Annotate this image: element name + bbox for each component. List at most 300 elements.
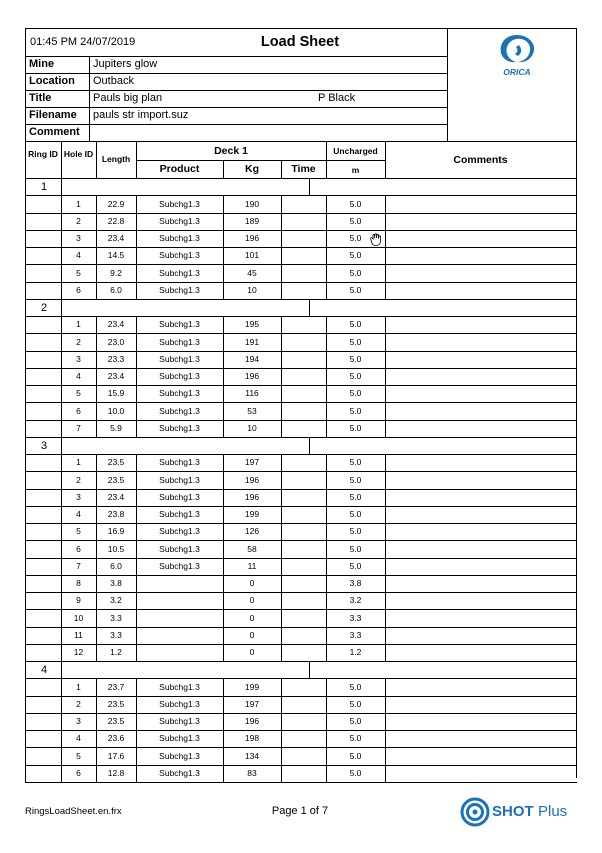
cell-hole-id: 5: [76, 388, 81, 398]
cell-hole-id: 11: [74, 630, 83, 640]
cell-length: 6.0: [110, 561, 122, 571]
cell-hole-id: 2: [76, 216, 81, 226]
shotplus-brand-bold: SHOT: [492, 803, 534, 820]
hand-cursor-icon: [368, 233, 384, 249]
cell-hole-id: 12: [73, 647, 84, 657]
col-length: Length: [101, 154, 131, 164]
cell-hole-id: 2: [76, 699, 81, 709]
rule-line: [385, 282, 386, 299]
cell-kg: 196: [244, 233, 260, 243]
rule-line: [25, 385, 26, 402]
col-uncharged-unit: m: [351, 165, 360, 175]
cell-uncharged: 5.0: [349, 337, 362, 347]
col-time: Time: [291, 163, 316, 175]
rule-line: [385, 592, 386, 609]
rule-line: [385, 696, 386, 713]
rule-line: [385, 523, 386, 540]
rule-line: [61, 178, 62, 195]
cell-uncharged: 5.0: [349, 250, 362, 260]
cell-length: 3.8: [110, 578, 122, 588]
cell-kg: 190: [244, 199, 260, 209]
cell-length: 16.9: [107, 526, 125, 536]
rule-line: [25, 592, 26, 609]
cell-product: Subchg1.3: [159, 699, 200, 709]
rule-line: [385, 575, 386, 592]
rule-line: [25, 523, 26, 540]
rule-line: [281, 627, 282, 644]
cell-product: [136, 644, 223, 661]
cell-length: 6.0: [110, 285, 122, 295]
rule-line: [281, 609, 282, 627]
rule-line: [25, 299, 577, 300]
rule-line: [25, 558, 26, 575]
rule-line: [281, 264, 282, 282]
cell-kg: 116: [245, 388, 259, 398]
field-extra-title: P Black: [318, 92, 356, 104]
rule-line: [447, 28, 448, 141]
shotplus-brand-light: Plus: [538, 803, 568, 820]
cell-uncharged: 5.0: [349, 354, 362, 364]
col-comments: Comments: [453, 154, 508, 166]
rule-line: [89, 56, 90, 141]
rule-line: [281, 592, 282, 609]
rule-line: [25, 661, 577, 662]
rule-line: [281, 730, 282, 747]
report-filename: RingsLoadSheet.en.frx: [25, 806, 122, 817]
cell-hole-id: 6: [76, 768, 81, 778]
ring-label: 2: [41, 301, 48, 314]
cell-hole-id: 4: [76, 509, 81, 519]
page-title: Load Sheet: [260, 34, 340, 50]
cell-product: Subchg1.3: [159, 250, 200, 260]
rule-line: [25, 213, 26, 230]
rule-line: [25, 747, 26, 765]
rule-line: [25, 437, 577, 438]
cell-length: 3.3: [110, 630, 122, 640]
rule-line: [281, 213, 282, 230]
rule-line: [281, 351, 282, 368]
cell-hole-id: 10: [73, 613, 84, 623]
cell-uncharged: 5.0: [349, 768, 362, 778]
rule-line: [385, 333, 386, 351]
cell-hole-id: 1: [76, 682, 81, 692]
ring-label: 3: [41, 439, 48, 452]
rule-line: [385, 385, 386, 402]
rule-line: [281, 713, 282, 730]
cell-length: 23.5: [107, 699, 125, 709]
rule-line: [385, 609, 386, 627]
field-value-filename: pauls str import.suz: [93, 109, 189, 121]
rule-line: [385, 264, 386, 282]
rule-line: [25, 782, 577, 783]
cell-hole-id: 3: [76, 233, 81, 243]
cell-length: 23.5: [107, 457, 125, 467]
cell-hole-id: 6: [76, 285, 81, 295]
rule-line: [281, 195, 282, 213]
cell-product: [136, 627, 223, 644]
rule-line: [25, 540, 26, 558]
cell-length: 23.4: [107, 371, 125, 381]
rule-line: [25, 351, 26, 368]
rule-line: [136, 160, 385, 161]
cell-hole-id: 1: [76, 199, 81, 209]
rule-line: [385, 195, 386, 213]
rule-line: [385, 678, 386, 696]
cell-product: Subchg1.3: [159, 561, 200, 571]
rule-line: [385, 454, 386, 471]
cell-length: 3.3: [110, 613, 122, 623]
rule-line: [25, 437, 26, 454]
field-label-title: Title: [29, 92, 52, 104]
cell-length: 10.5: [107, 544, 125, 554]
cell-uncharged: 5.0: [349, 406, 362, 416]
cell-product: Subchg1.3: [159, 733, 200, 743]
cell-uncharged: 5.0: [349, 733, 362, 743]
field-label-location: Location: [29, 75, 75, 87]
rule-line: [25, 141, 26, 178]
rule-line: [385, 230, 386, 247]
rule-line: [385, 316, 386, 333]
col-deck: Deck 1: [214, 145, 248, 157]
cell-length: 5.9: [110, 423, 122, 433]
cell-uncharged: 5.0: [349, 544, 362, 554]
cell-length: 22.9: [107, 199, 125, 209]
rule-line: [25, 489, 26, 506]
cell-uncharged: 3.2: [349, 595, 362, 605]
rule-line: [25, 713, 26, 730]
rule-line: [25, 368, 26, 385]
cell-kg: 10: [247, 285, 257, 295]
cell-length: 15.9: [107, 388, 125, 398]
col-hole-id: Hole ID: [63, 149, 94, 159]
rule-line: [281, 558, 282, 575]
rule-line: [309, 437, 310, 454]
orica-logo-text: ORICA: [503, 67, 531, 77]
cell-kg: 58: [247, 544, 257, 554]
rule-line: [25, 420, 26, 437]
rule-line: [385, 506, 386, 523]
cell-uncharged: 5.0: [349, 199, 362, 209]
rule-line: [25, 730, 26, 747]
cell-length: 9.2: [110, 268, 122, 278]
cell-uncharged: 5.0: [349, 423, 362, 433]
page-number: Page 1 of 7: [271, 805, 329, 817]
cell-hole-id: 2: [76, 475, 81, 485]
rule-line: [281, 765, 282, 782]
rule-line: [385, 489, 386, 506]
rule-line: [281, 575, 282, 592]
cell-product: Subchg1.3: [159, 371, 200, 381]
report-datetime: 01:45 PM 24/07/2019: [30, 36, 136, 48]
rule-line: [281, 454, 282, 471]
rule-line: [309, 299, 310, 316]
cell-product: Subchg1.3: [159, 475, 200, 485]
cell-length: 23.5: [107, 716, 125, 726]
rule-line: [61, 437, 62, 454]
cell-hole-id: 4: [76, 371, 81, 381]
field-label-mine: Mine: [29, 58, 55, 70]
rule-line: [25, 333, 26, 351]
rule-line: [25, 696, 26, 713]
rule-line: [309, 661, 310, 678]
cell-product: Subchg1.3: [159, 544, 200, 554]
rule-line: [385, 627, 386, 644]
rule-line: [385, 213, 386, 230]
cell-hole-id: 7: [76, 561, 81, 571]
col-ring-id: Ring ID: [28, 149, 58, 159]
cell-kg: 196: [244, 492, 260, 502]
col-uncharged: Uncharged: [333, 146, 378, 156]
rule-line: [25, 178, 577, 179]
cell-hole-id: 8: [76, 578, 81, 588]
cell-hole-id: 9: [76, 595, 81, 605]
cell-length: 1.2: [110, 647, 122, 657]
rule-line: [25, 195, 26, 213]
cell-kg: 53: [247, 406, 257, 416]
rule-line: [25, 402, 26, 420]
cell-hole-id: 7: [76, 423, 81, 433]
cell-product: [136, 609, 223, 627]
shotplus-logo-icon: [460, 797, 490, 827]
rule-line: [281, 678, 282, 696]
cell-uncharged: 3.3: [349, 613, 362, 623]
cell-product: Subchg1.3: [159, 388, 200, 398]
cell-product: Subchg1.3: [159, 216, 200, 226]
cell-product: Subchg1.3: [159, 716, 200, 726]
cell-product: Subchg1.3: [159, 199, 200, 209]
rule-line: [281, 540, 282, 558]
cell-kg: 189: [244, 216, 260, 226]
cell-hole-id: 6: [76, 406, 81, 416]
rule-line: [385, 402, 386, 420]
cell-uncharged: 5.0: [349, 233, 362, 243]
rule-line: [281, 644, 282, 661]
cell-uncharged: 5.0: [349, 319, 362, 329]
cell-product: Subchg1.3: [159, 423, 200, 433]
field-label-comment: Comment: [29, 126, 80, 138]
cell-length: 23.8: [107, 509, 125, 519]
rule-line: [385, 368, 386, 385]
cell-uncharged: 5.0: [349, 492, 362, 502]
cell-uncharged: 5.0: [349, 475, 362, 485]
cell-hole-id: 1: [76, 319, 81, 329]
cell-hole-id: 3: [76, 354, 81, 364]
rule-line: [25, 471, 26, 489]
cell-hole-id: 1: [76, 457, 81, 467]
cell-hole-id: 2: [76, 337, 81, 347]
rule-line: [25, 316, 26, 333]
rule-line: [61, 141, 62, 178]
rule-line: [385, 644, 386, 661]
rule-line: [25, 678, 26, 696]
cell-uncharged: 5.0: [349, 561, 362, 571]
rule-line: [281, 402, 282, 420]
rule-line: [309, 178, 310, 195]
cell-kg: 195: [244, 319, 260, 329]
cell-product: Subchg1.3: [159, 457, 200, 467]
cell-uncharged: 5.0: [349, 268, 362, 278]
rule-line: [385, 713, 386, 730]
cell-length: 23.4: [107, 319, 125, 329]
cell-hole-id: 4: [76, 250, 81, 260]
cell-product: Subchg1.3: [159, 354, 200, 364]
rule-line: [385, 747, 386, 765]
cell-product: Subchg1.3: [159, 406, 200, 416]
rule-line: [281, 696, 282, 713]
rule-line: [281, 523, 282, 540]
cell-length: 23.7: [107, 682, 125, 692]
cell-uncharged: 5.0: [349, 285, 362, 295]
rule-line: [25, 661, 26, 678]
cell-hole-id: 5: [76, 268, 81, 278]
rule-line: [281, 506, 282, 523]
cell-uncharged: 5.0: [349, 716, 362, 726]
rule-line: [281, 385, 282, 402]
cell-length: 3.2: [110, 595, 122, 605]
rule-line: [25, 282, 26, 299]
field-label-filename: Filename: [29, 109, 77, 121]
cell-uncharged: 5.0: [349, 526, 362, 536]
cell-kg: 11: [247, 561, 257, 571]
cell-kg: 199: [244, 682, 260, 692]
rule-line: [25, 141, 577, 142]
ring-label: 1: [41, 181, 48, 193]
rule-line: [281, 333, 282, 351]
rule-line: [25, 178, 26, 195]
cell-uncharged: 5.0: [349, 682, 362, 692]
cell-uncharged: 3.8: [349, 578, 362, 588]
cell-length: 14.5: [107, 250, 125, 260]
cell-product: Subchg1.3: [159, 526, 200, 536]
cell-product: Subchg1.3: [159, 285, 200, 295]
cell-length: 23.4: [107, 492, 125, 502]
rule-line: [25, 230, 26, 247]
cell-hole-id: 5: [76, 526, 81, 536]
cell-length: 23.0: [107, 337, 125, 347]
cell-kg: 199: [244, 509, 260, 519]
cell-kg: 0: [249, 630, 255, 640]
rule-line: [281, 247, 282, 264]
rule-line: [281, 368, 282, 385]
cell-product: Subchg1.3: [159, 319, 200, 329]
cell-kg: 101: [244, 250, 260, 260]
rule-line: [281, 747, 282, 765]
cell-kg: 194: [244, 354, 260, 364]
rule-line: [25, 609, 26, 627]
cell-uncharged: 5.0: [349, 388, 362, 398]
rule-line: [281, 420, 282, 437]
cell-uncharged: 5.0: [349, 216, 362, 226]
rule-line: [281, 230, 282, 247]
cell-hole-id: 3: [76, 716, 81, 726]
cell-product: Subchg1.3: [159, 751, 200, 761]
cell-product: Subchg1.3: [159, 768, 200, 778]
cell-uncharged: 3.3: [349, 630, 362, 640]
rule-line: [25, 627, 26, 644]
cell-length: 23.5: [107, 475, 125, 485]
cell-product: Subchg1.3: [159, 268, 200, 278]
rule-line: [25, 299, 26, 316]
cell-hole-id: 6: [76, 544, 81, 554]
rule-line: [25, 765, 26, 782]
cell-product: [136, 592, 223, 609]
cell-length: 23.3: [107, 354, 125, 364]
rule-line: [25, 454, 26, 471]
cell-kg: 0: [249, 647, 255, 657]
rule-line: [281, 282, 282, 299]
cell-product: Subchg1.3: [159, 682, 200, 692]
rule-line: [281, 489, 282, 506]
cell-product: [136, 575, 223, 592]
cell-kg: 196: [244, 371, 260, 381]
cell-uncharged: 5.0: [349, 751, 362, 761]
rule-line: [25, 264, 26, 282]
rule-line: [385, 247, 386, 264]
shotplus-logo: [460, 797, 578, 827]
rule-line: [385, 540, 386, 558]
cell-length: 17.6: [107, 751, 125, 761]
cell-hole-id: 5: [76, 751, 81, 761]
rule-line: [281, 471, 282, 489]
cell-uncharged: 5.0: [349, 699, 362, 709]
cell-length: 12.8: [107, 768, 125, 778]
cell-length: 10.0: [107, 406, 125, 416]
cell-kg: 0: [249, 595, 255, 605]
field-value-location: Outback: [93, 75, 134, 87]
cell-product: Subchg1.3: [159, 337, 200, 347]
rule-line: [385, 765, 386, 782]
rule-line: [25, 247, 26, 264]
rule-line: [25, 575, 26, 592]
cell-kg: 134: [244, 751, 260, 761]
cell-product: Subchg1.3: [159, 509, 200, 519]
cell-kg: 10: [247, 423, 257, 433]
cell-hole-id: 3: [76, 492, 81, 502]
col-product: Product: [159, 163, 200, 175]
cell-uncharged: 5.0: [349, 509, 362, 519]
rule-line: [281, 316, 282, 333]
cell-hole-id: 4: [76, 733, 81, 743]
rule-line: [61, 299, 62, 316]
cell-kg: 197: [244, 699, 260, 709]
col-kg: Kg: [245, 163, 259, 175]
cell-uncharged: 5.0: [349, 457, 362, 467]
rule-line: [385, 730, 386, 747]
cell-kg: 196: [244, 716, 260, 726]
rule-line: [385, 558, 386, 575]
cell-uncharged: 1.2: [349, 647, 362, 657]
rule-line: [61, 661, 62, 678]
cell-uncharged: 5.0: [349, 371, 362, 381]
cell-product: Subchg1.3: [159, 492, 200, 502]
cell-kg: 197: [244, 457, 260, 467]
rule-line: [25, 506, 26, 523]
cell-kg: 196: [244, 475, 260, 485]
cell-kg: 0: [249, 578, 255, 588]
cell-kg: 45: [247, 268, 257, 278]
cell-kg: 0: [249, 613, 255, 623]
cell-kg: 198: [244, 733, 260, 743]
hand-cursor-icon: [368, 233, 384, 246]
cell-kg: 126: [244, 526, 260, 536]
cell-length: 22.8: [107, 216, 125, 226]
rule-line: [25, 28, 577, 29]
cell-kg: 83: [247, 768, 257, 778]
cell-length: 23.6: [107, 733, 125, 743]
rule-line: [385, 420, 386, 437]
field-value-mine: Jupiters glow: [93, 58, 158, 70]
rule-line: [385, 351, 386, 368]
